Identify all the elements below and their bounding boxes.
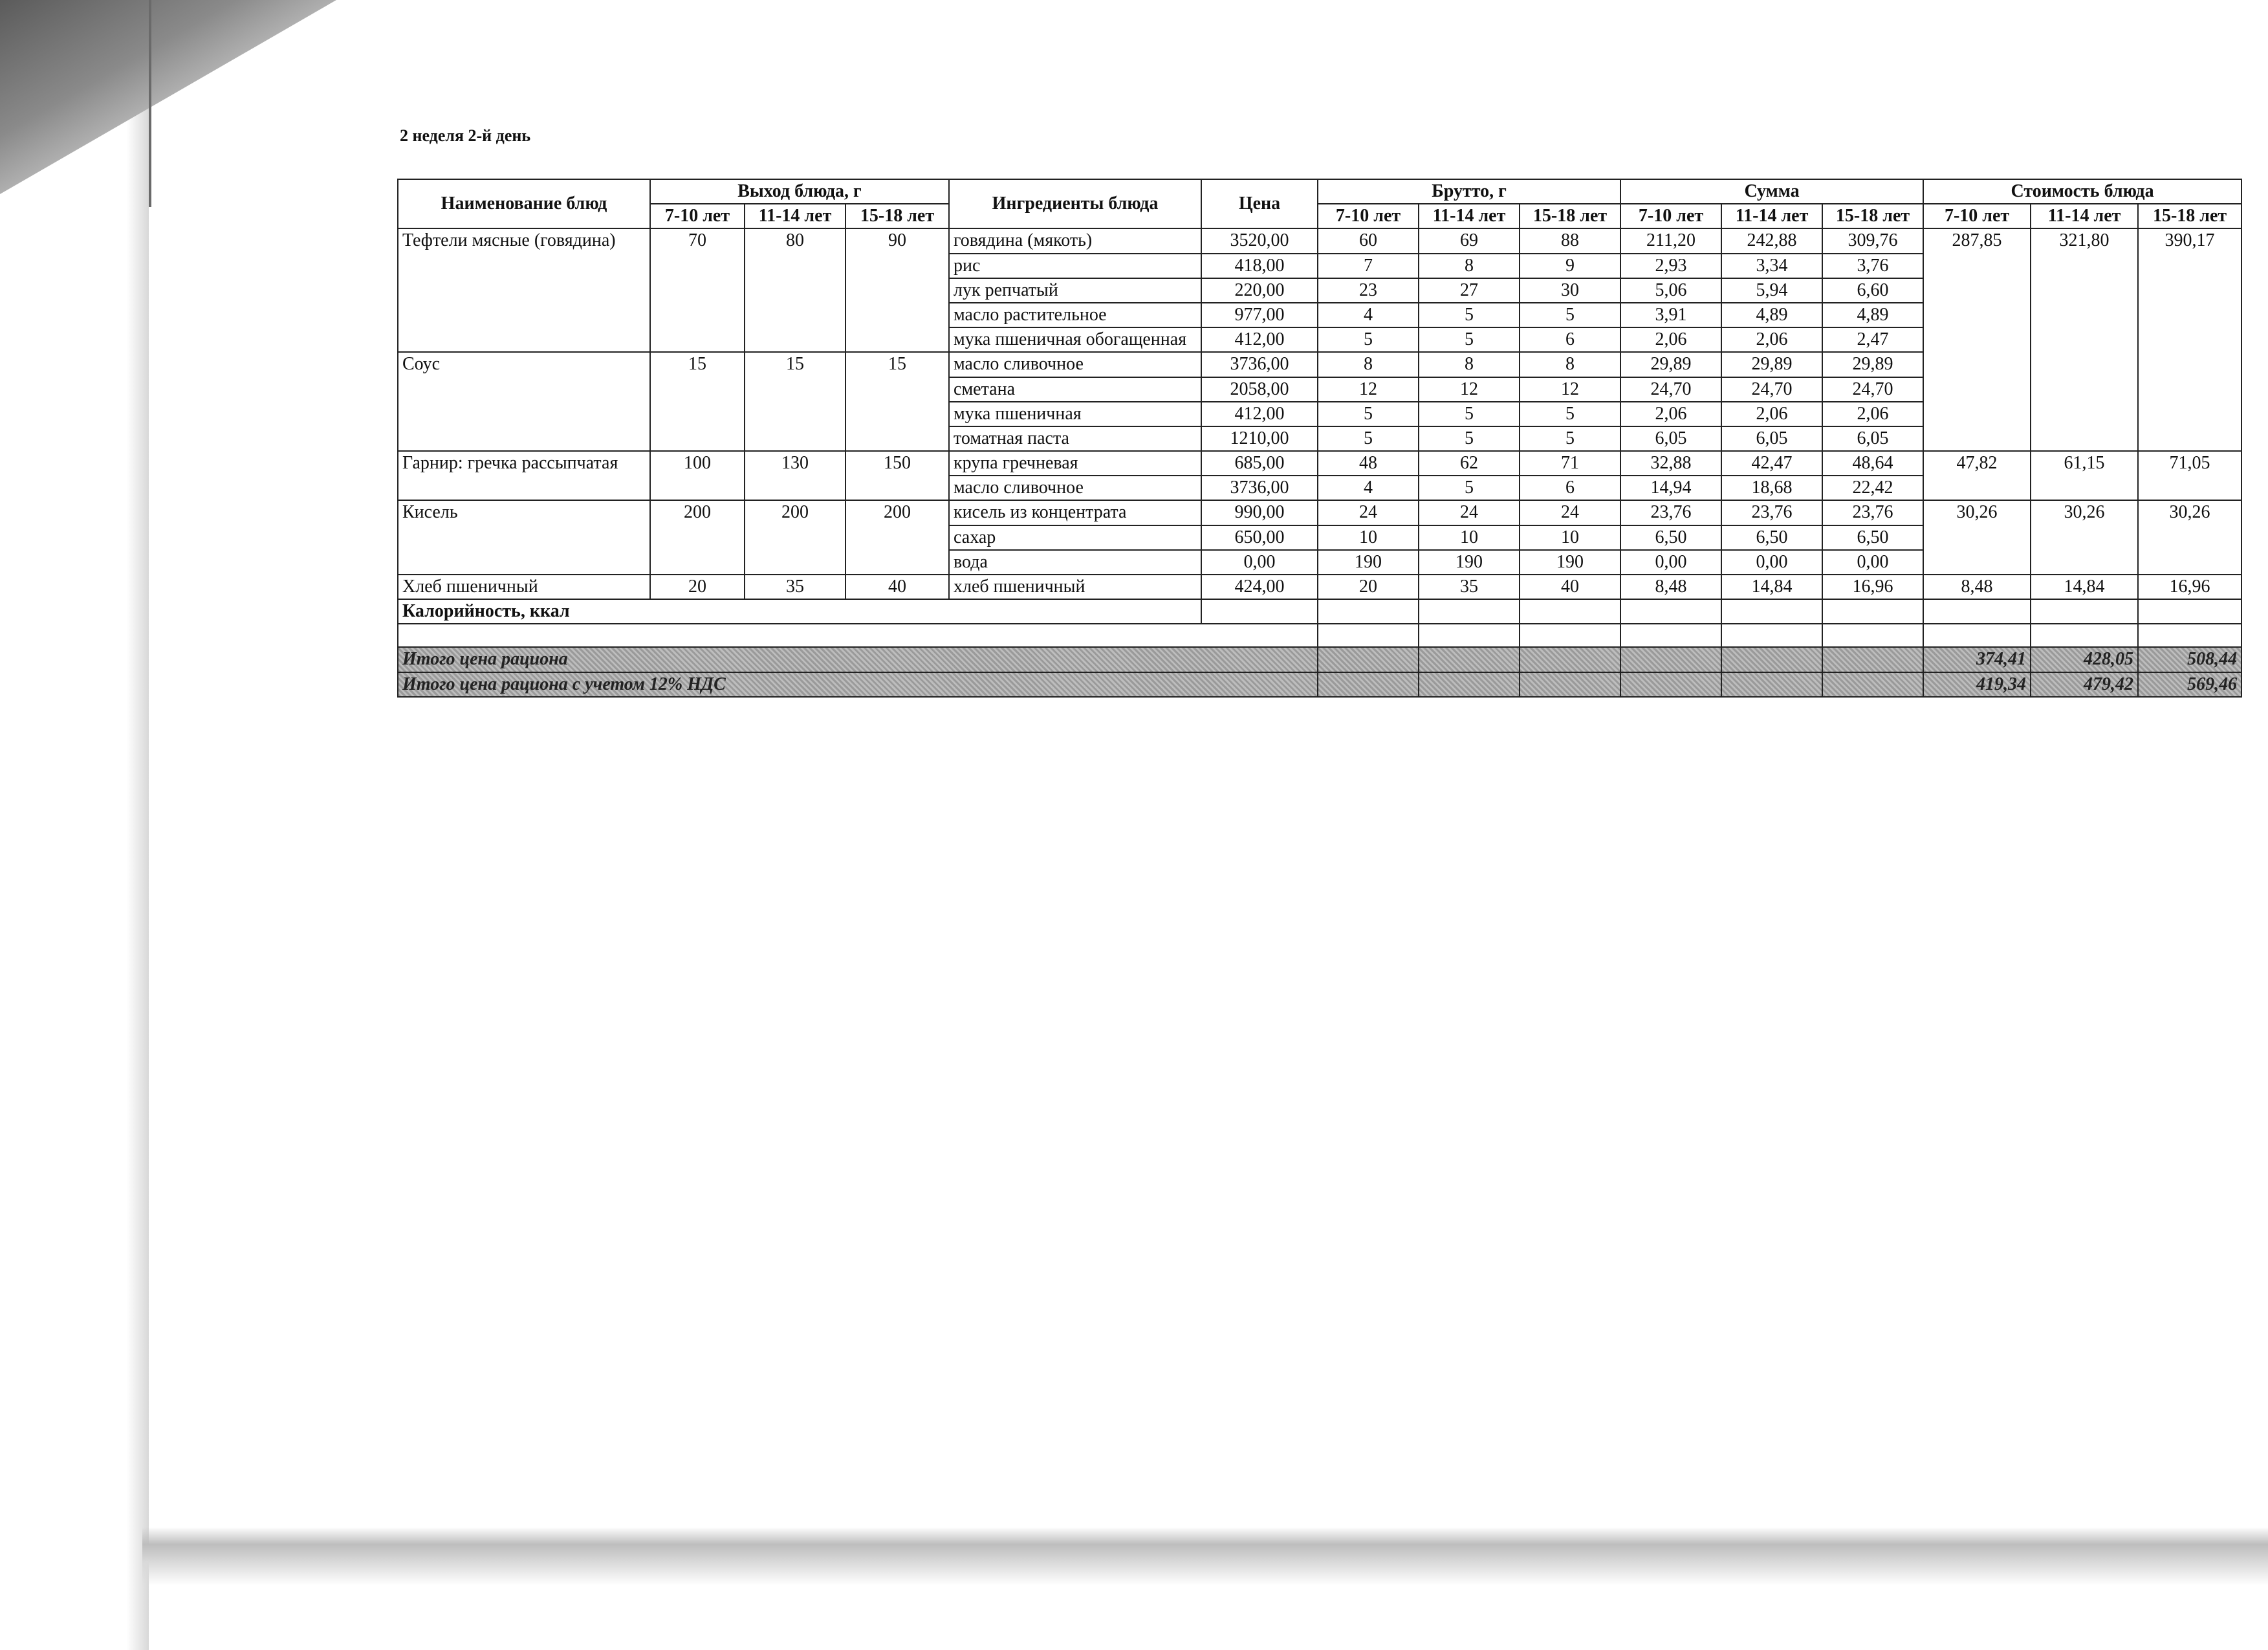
sum-age-3: 2,47 <box>1822 327 1923 352</box>
total-empty-cell <box>1318 672 1419 697</box>
ingredient-price: 418,00 <box>1201 254 1318 278</box>
dish-cost-age-2: 30,26 <box>2031 500 2138 575</box>
ingredient-price: 977,00 <box>1201 303 1318 327</box>
brutto-age-2: 10 <box>1419 525 1520 550</box>
sum-age-1: 14,94 <box>1620 476 1721 500</box>
total-empty-cell <box>1419 647 1520 672</box>
blank-cell <box>2138 624 2241 647</box>
sum-age-3: 4,89 <box>1822 303 1923 327</box>
calories-cell <box>1520 599 1620 624</box>
brutto-age-3: 24 <box>1520 500 1620 525</box>
sum-age-1: 0,00 <box>1620 550 1721 575</box>
ingredient-name: лук репчатый <box>949 278 1201 303</box>
ingredient-name: масло растительное <box>949 303 1201 327</box>
sum-age-1: 24,70 <box>1620 377 1721 402</box>
header-yield-age-1: 7-10 лет <box>650 204 745 228</box>
dish-name: Хлеб пшеничный <box>398 575 650 599</box>
sum-age-3: 22,42 <box>1822 476 1923 500</box>
brutto-age-3: 88 <box>1520 228 1620 253</box>
brutto-age-1: 24 <box>1318 500 1419 525</box>
ingredient-name: говядина (мякоть) <box>949 228 1201 253</box>
dish-yield-age-3: 200 <box>845 500 949 575</box>
total-empty-cell <box>1620 672 1721 697</box>
header-ingredients: Ингредиенты блюда <box>949 179 1201 228</box>
ingredient-name: масло сливочное <box>949 476 1201 500</box>
total-empty-cell <box>1721 672 1822 697</box>
dish-cost-age-3: 16,96 <box>2138 575 2241 599</box>
sum-age-1: 6,50 <box>1620 525 1721 550</box>
calories-cell <box>1419 599 1520 624</box>
sum-age-3: 24,70 <box>1822 377 1923 402</box>
ingredient-name: сметана <box>949 377 1201 402</box>
ingredient-price: 424,00 <box>1201 575 1318 599</box>
brutto-age-1: 60 <box>1318 228 1419 253</box>
brutto-age-1: 4 <box>1318 476 1419 500</box>
dish-cost-age-2: 321,80 <box>2031 228 2138 451</box>
blank-cell <box>398 624 1318 647</box>
ingredient-name: вода <box>949 550 1201 575</box>
ingredient-price: 3736,00 <box>1201 476 1318 500</box>
page-title: 2 неделя 2-й день <box>400 126 531 145</box>
scan-bottom-edge <box>142 1527 2268 1585</box>
total-empty-cell <box>1822 647 1923 672</box>
sum-age-3: 6,05 <box>1822 426 1923 451</box>
header-brutto: Брутто, г <box>1318 179 1620 204</box>
brutto-age-3: 40 <box>1520 575 1620 599</box>
sum-age-3: 6,60 <box>1822 278 1923 303</box>
header-price: Цена <box>1201 179 1318 228</box>
total-empty-cell <box>1721 647 1822 672</box>
sum-age-2: 2,06 <box>1721 402 1822 426</box>
ingredient-price: 3520,00 <box>1201 228 1318 253</box>
calories-cell <box>1201 599 1318 624</box>
dish-cost-age-3: 390,17 <box>2138 228 2241 451</box>
calories-row <box>398 599 2241 624</box>
sum-age-3: 16,96 <box>1822 575 1923 599</box>
blank-cell <box>1318 624 1419 647</box>
brutto-age-2: 5 <box>1419 402 1520 426</box>
ingredient-name: томатная паста <box>949 426 1201 451</box>
sum-age-2: 18,68 <box>1721 476 1822 500</box>
brutto-age-3: 5 <box>1520 426 1620 451</box>
brutto-age-2: 8 <box>1419 254 1520 278</box>
dish-yield-age-3: 15 <box>845 352 949 451</box>
blank-cell <box>1520 624 1620 647</box>
dish-yield-age-1: 200 <box>650 500 745 575</box>
sum-age-1: 2,06 <box>1620 327 1721 352</box>
total-empty-cell <box>1520 672 1620 697</box>
table-row <box>398 500 2241 525</box>
ingredient-price: 2058,00 <box>1201 377 1318 402</box>
brutto-age-3: 190 <box>1520 550 1620 575</box>
scan-fold-line <box>149 0 151 207</box>
sum-age-2: 23,76 <box>1721 500 1822 525</box>
header-cost-age-3: 15-18 лет <box>2138 204 2241 228</box>
brutto-age-2: 5 <box>1419 327 1520 352</box>
ingredient-price: 990,00 <box>1201 500 1318 525</box>
ingredient-price: 0,00 <box>1201 550 1318 575</box>
blank-row <box>398 624 2241 647</box>
sum-age-2: 6,50 <box>1721 525 1822 550</box>
total-row-1 <box>398 647 2241 672</box>
ingredient-price: 650,00 <box>1201 525 1318 550</box>
brutto-age-1: 12 <box>1318 377 1419 402</box>
dish-yield-age-3: 40 <box>845 575 949 599</box>
sum-age-1: 29,89 <box>1620 352 1721 377</box>
header-cost-age-2: 11-14 лет <box>2031 204 2138 228</box>
brutto-age-3: 5 <box>1520 303 1620 327</box>
total-label: Итого цена рациона <box>398 647 1318 672</box>
sum-age-2: 5,94 <box>1721 278 1822 303</box>
sum-age-1: 6,05 <box>1620 426 1721 451</box>
header-name: Наименование блюд <box>398 179 650 228</box>
header-sum-age-2: 11-14 лет <box>1721 204 1822 228</box>
dish-yield-age-3: 90 <box>845 228 949 352</box>
sum-age-1: 8,48 <box>1620 575 1721 599</box>
ingredient-name: крупа гречневая <box>949 451 1201 476</box>
header-sum-age-3: 15-18 лет <box>1822 204 1923 228</box>
dish-name: Соус <box>398 352 650 451</box>
table-row <box>398 228 2241 253</box>
header-yield-age-2: 11-14 лет <box>745 204 845 228</box>
total-value-age-1: 419,34 <box>1923 672 2031 697</box>
sum-age-1: 5,06 <box>1620 278 1721 303</box>
brutto-age-3: 30 <box>1520 278 1620 303</box>
brutto-age-1: 20 <box>1318 575 1419 599</box>
total-value-age-1: 374,41 <box>1923 647 2031 672</box>
sum-age-1: 2,06 <box>1620 402 1721 426</box>
dish-yield-age-3: 150 <box>845 451 949 500</box>
sum-age-2: 14,84 <box>1721 575 1822 599</box>
ingredient-price: 412,00 <box>1201 327 1318 352</box>
brutto-age-2: 69 <box>1419 228 1520 253</box>
brutto-age-3: 71 <box>1520 451 1620 476</box>
brutto-age-1: 5 <box>1318 426 1419 451</box>
brutto-age-1: 10 <box>1318 525 1419 550</box>
total-value-age-2: 479,42 <box>2031 672 2138 697</box>
brutto-age-1: 5 <box>1318 402 1419 426</box>
header-cost: Стоимость блюда <box>1923 179 2241 204</box>
ingredient-price: 412,00 <box>1201 402 1318 426</box>
dish-name: Кисель <box>398 500 650 575</box>
header-yield: Выход блюда, г <box>650 179 949 204</box>
dish-name: Гарнир: гречка рассыпчатая <box>398 451 650 500</box>
sum-age-1: 2,93 <box>1620 254 1721 278</box>
table-row <box>398 575 2241 599</box>
brutto-age-3: 9 <box>1520 254 1620 278</box>
brutto-age-1: 4 <box>1318 303 1419 327</box>
brutto-age-3: 6 <box>1520 327 1620 352</box>
sum-age-2: 24,70 <box>1721 377 1822 402</box>
dish-yield-age-2: 80 <box>745 228 845 352</box>
calories-cell <box>2138 599 2241 624</box>
ingredient-price: 685,00 <box>1201 451 1318 476</box>
calories-cell <box>1923 599 2031 624</box>
total-empty-cell <box>1520 647 1620 672</box>
dish-name: Тефтели мясные (говядина) <box>398 228 650 352</box>
sum-age-1: 3,91 <box>1620 303 1721 327</box>
brutto-age-2: 35 <box>1419 575 1520 599</box>
sum-age-1: 23,76 <box>1620 500 1721 525</box>
ingredient-price: 3736,00 <box>1201 352 1318 377</box>
blank-cell <box>1419 624 1520 647</box>
dish-yield-age-1: 100 <box>650 451 745 500</box>
header-yield-age-3: 15-18 лет <box>845 204 949 228</box>
dish-yield-age-2: 35 <box>745 575 845 599</box>
ingredient-price: 1210,00 <box>1201 426 1318 451</box>
ingredient-price: 220,00 <box>1201 278 1318 303</box>
dish-cost-age-1: 47,82 <box>1923 451 2031 500</box>
sum-age-3: 309,76 <box>1822 228 1923 253</box>
header-row-top <box>398 179 2241 204</box>
dish-yield-age-2: 200 <box>745 500 845 575</box>
dish-cost-age-1: 30,26 <box>1923 500 2031 575</box>
dish-cost-age-2: 14,84 <box>2031 575 2138 599</box>
brutto-age-1: 8 <box>1318 352 1419 377</box>
total-value-age-2: 428,05 <box>2031 647 2138 672</box>
brutto-age-1: 7 <box>1318 254 1419 278</box>
total-label: Итого цена рациона с учетом 12% НДС <box>398 672 1318 697</box>
dish-cost-age-2: 61,15 <box>2031 451 2138 500</box>
brutto-age-1: 190 <box>1318 550 1419 575</box>
sum-age-3: 2,06 <box>1822 402 1923 426</box>
menu-cost-table <box>397 179 2242 698</box>
dish-yield-age-1: 70 <box>650 228 745 352</box>
dish-cost-age-1: 287,85 <box>1923 228 2031 451</box>
header-brutto-age-1: 7-10 лет <box>1318 204 1419 228</box>
brutto-age-1: 5 <box>1318 327 1419 352</box>
total-empty-cell <box>1620 647 1721 672</box>
dish-yield-age-1: 20 <box>650 575 745 599</box>
brutto-age-2: 12 <box>1419 377 1520 402</box>
dish-cost-age-3: 71,05 <box>2138 451 2241 500</box>
brutto-age-2: 5 <box>1419 303 1520 327</box>
sum-age-2: 29,89 <box>1721 352 1822 377</box>
sum-age-2: 4,89 <box>1721 303 1822 327</box>
brutto-age-2: 24 <box>1419 500 1520 525</box>
sum-age-2: 242,88 <box>1721 228 1822 253</box>
dish-yield-age-2: 130 <box>745 451 845 500</box>
ingredient-name: кисель из концентрата <box>949 500 1201 525</box>
header-sum: Сумма <box>1620 179 1923 204</box>
sum-age-2: 2,06 <box>1721 327 1822 352</box>
dish-cost-age-3: 30,26 <box>2138 500 2241 575</box>
brutto-age-3: 12 <box>1520 377 1620 402</box>
total-value-age-3: 569,46 <box>2138 672 2241 697</box>
ingredient-name: мука пшеничная обогащенная <box>949 327 1201 352</box>
brutto-age-3: 5 <box>1520 402 1620 426</box>
blank-cell <box>1923 624 2031 647</box>
calories-cell <box>1318 599 1419 624</box>
header-brutto-age-2: 11-14 лет <box>1419 204 1520 228</box>
dish-yield-age-2: 15 <box>745 352 845 451</box>
blank-cell <box>1620 624 1721 647</box>
calories-cell <box>1822 599 1923 624</box>
brutto-age-2: 5 <box>1419 476 1520 500</box>
total-value-age-3: 508,44 <box>2138 647 2241 672</box>
ingredient-name: хлеб пшеничный <box>949 575 1201 599</box>
total-empty-cell <box>1419 672 1520 697</box>
calories-label: Калорийность, ккал <box>398 599 1201 624</box>
sum-age-3: 23,76 <box>1822 500 1923 525</box>
calories-cell <box>2031 599 2138 624</box>
menu-body <box>398 228 2241 696</box>
header-cost-age-1: 7-10 лет <box>1923 204 2031 228</box>
dish-yield-age-1: 15 <box>650 352 745 451</box>
brutto-age-3: 8 <box>1520 352 1620 377</box>
sum-age-3: 3,76 <box>1822 254 1923 278</box>
header-brutto-age-3: 15-18 лет <box>1520 204 1620 228</box>
table-row <box>398 451 2241 476</box>
brutto-age-1: 48 <box>1318 451 1419 476</box>
brutto-age-2: 62 <box>1419 451 1520 476</box>
dish-cost-age-1: 8,48 <box>1923 575 2031 599</box>
total-empty-cell <box>1822 672 1923 697</box>
calories-cell <box>1721 599 1822 624</box>
total-row-2 <box>398 672 2241 697</box>
sum-age-1: 211,20 <box>1620 228 1721 253</box>
brutto-age-1: 23 <box>1318 278 1419 303</box>
brutto-age-2: 190 <box>1419 550 1520 575</box>
scan-fold-shadow <box>0 0 336 194</box>
sum-age-2: 42,47 <box>1721 451 1822 476</box>
blank-cell <box>1721 624 1822 647</box>
blank-cell <box>1822 624 1923 647</box>
sum-age-3: 29,89 <box>1822 352 1923 377</box>
brutto-age-3: 6 <box>1520 476 1620 500</box>
ingredient-name: мука пшеничная <box>949 402 1201 426</box>
brutto-age-2: 8 <box>1419 352 1520 377</box>
ingredient-name: сахар <box>949 525 1201 550</box>
sum-age-3: 6,50 <box>1822 525 1923 550</box>
brutto-age-2: 27 <box>1419 278 1520 303</box>
scan-left-edge <box>0 0 149 1650</box>
sum-age-1: 32,88 <box>1620 451 1721 476</box>
brutto-age-3: 10 <box>1520 525 1620 550</box>
sum-age-2: 6,05 <box>1721 426 1822 451</box>
sum-age-2: 0,00 <box>1721 550 1822 575</box>
brutto-age-2: 5 <box>1419 426 1520 451</box>
header-sum-age-1: 7-10 лет <box>1620 204 1721 228</box>
ingredient-name: рис <box>949 254 1201 278</box>
ingredient-name: масло сливочное <box>949 352 1201 377</box>
sum-age-3: 0,00 <box>1822 550 1923 575</box>
header-row-ages <box>398 204 2241 228</box>
blank-cell <box>2031 624 2138 647</box>
calories-cell <box>1620 599 1721 624</box>
total-empty-cell <box>1318 647 1419 672</box>
sum-age-2: 3,34 <box>1721 254 1822 278</box>
sum-age-3: 48,64 <box>1822 451 1923 476</box>
